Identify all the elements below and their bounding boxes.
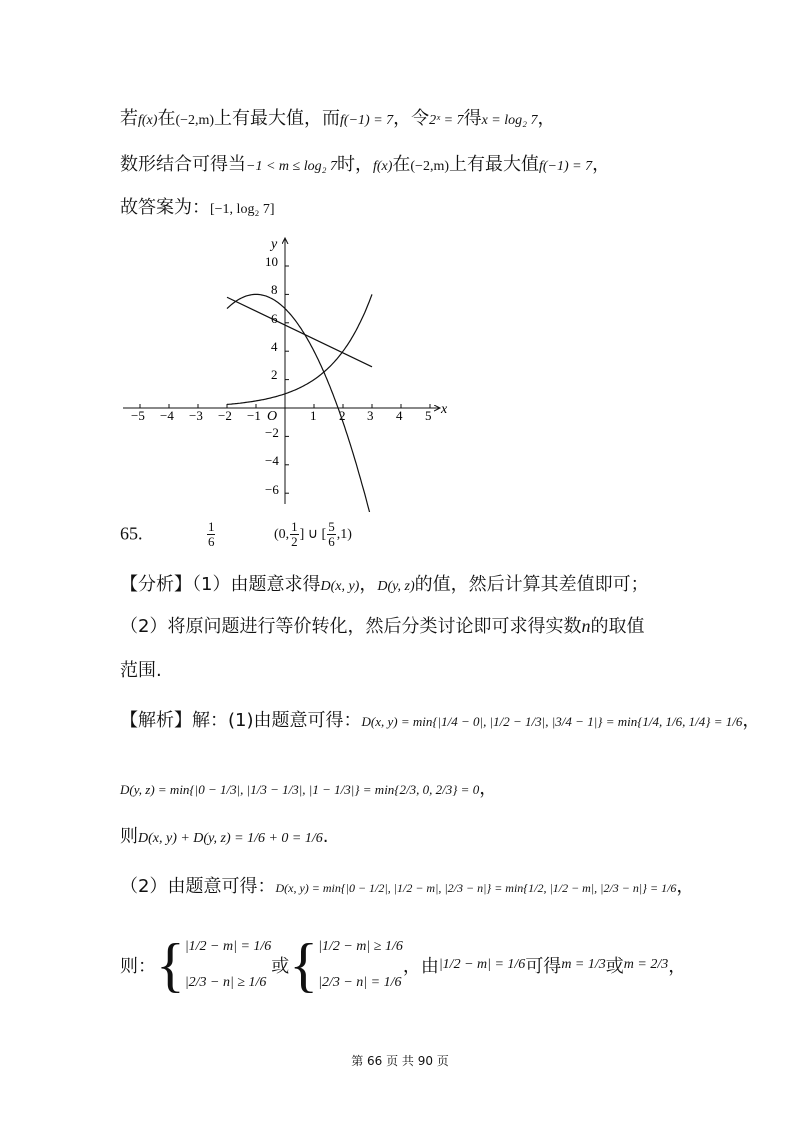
equation: |1/2 − m| = 1/6: [184, 939, 272, 954]
text: （2）由题意可得：: [120, 876, 276, 897]
denominator: 6: [328, 534, 335, 549]
text: ，: [592, 154, 611, 175]
solution-line-2: [120, 774, 497, 800]
y-tick-label: −4: [265, 453, 279, 468]
math: |1/2 − m| = 1/6: [438, 957, 526, 972]
text: 在: [157, 108, 176, 129]
y-axis-label: y: [271, 237, 278, 252]
text: ] ∪ [: [299, 526, 327, 542]
text: 的值，然后计算其差值即可；: [414, 574, 649, 595]
system-b: [318, 929, 403, 1001]
x-tick-label: −4: [160, 408, 174, 423]
brace: {: [289, 932, 319, 998]
analysis-tag: 【分析】: [120, 574, 192, 595]
straight-line: [227, 297, 372, 367]
math-fx: f(x): [372, 159, 393, 174]
text: ，: [668, 956, 687, 977]
text-line-1: [120, 104, 555, 130]
text: ，由: [402, 956, 439, 977]
y-tick-label: 10: [265, 254, 278, 269]
text: 故答案为：: [120, 197, 210, 218]
brace: {: [156, 932, 185, 998]
analysis-line-3: [120, 656, 162, 682]
text: 得: [463, 108, 482, 129]
system-a: [185, 929, 271, 1001]
text: 或: [271, 956, 290, 977]
function-graph: [115, 232, 455, 512]
page-footer: 第 66 页 共 90 页: [351, 1054, 449, 1068]
text: 解：(1)由题意可得：: [192, 710, 362, 731]
math-fx: f(x): [138, 113, 158, 128]
solution-line-4: [120, 872, 694, 898]
question-65: [120, 520, 352, 549]
denominator: 6: [207, 534, 215, 549]
text: 时，: [336, 154, 373, 175]
text: 的取值: [590, 616, 645, 637]
numerator: 5: [328, 519, 335, 534]
text: ,1): [336, 526, 352, 542]
text: 上有最大值: [449, 154, 539, 175]
math-expression: D(x, y) + D(y, z) = 1/6 + 0 = 1/6: [138, 831, 323, 846]
math-eq: f(−1) = 7: [539, 159, 593, 174]
math-eq: f(−1) = 7: [340, 113, 394, 128]
text: （1）由题意求得: [192, 574, 321, 595]
math-inequality: −1 < m ≤ log₂ 7: [246, 159, 337, 174]
numerator: 1: [291, 519, 298, 534]
x-tick-label: −2: [218, 408, 232, 423]
math-interval: (−2,m): [410, 159, 449, 174]
text: .: [322, 826, 329, 847]
text: 或: [605, 956, 624, 977]
solution-line-1: [120, 706, 760, 732]
x-tick-label: 1: [310, 408, 317, 423]
solution-line-5: [120, 925, 686, 1005]
text: 则: [120, 826, 138, 847]
math-solution: x = log₂ 7: [481, 113, 538, 128]
text: （2）将原问题进行等价转化，然后分类讨论即可求得实数: [120, 616, 582, 637]
y-tick-label: 4: [271, 339, 278, 354]
text: ，: [537, 108, 556, 129]
answer-1: [207, 520, 216, 549]
y-tick-labels: [265, 254, 279, 497]
y-tick-label: −2: [265, 425, 279, 440]
text: 上有最大值，而: [214, 108, 341, 129]
origin-label: O: [267, 409, 278, 424]
y-tick-label: 2: [271, 367, 278, 382]
math: D(x, y): [320, 579, 360, 594]
equation: |1/2 − m| ≥ 1/6: [318, 939, 403, 954]
x-tick-label: 4: [396, 408, 403, 423]
y-tick-label: −6: [265, 482, 279, 497]
x-tick-label: 2: [339, 408, 346, 423]
answer-2: [273, 519, 352, 549]
text: 可得: [525, 956, 562, 977]
text: ，令: [393, 108, 430, 129]
x-tick-label: −1: [247, 408, 261, 423]
math-expression: D(x, y) = min{|0 − 1/2|, |1/2 − m|, |2/3 − n|} = min{1/2, |1/2 − m|, |2/3 − n|} = 1/6: [275, 881, 677, 895]
text: 在: [392, 154, 411, 175]
analysis-line-2: [120, 612, 644, 638]
math-expression: D(y, z) = min{|0 − 1/3|, |1/3 − 1/3|, |1 − 1/3|} = min{2/3, 0, 2/3} = 0: [120, 782, 480, 797]
x-tick-label: −5: [131, 408, 145, 423]
x-tick-label: 5: [425, 408, 432, 423]
text: 数形结合可得当: [120, 154, 246, 175]
x-tick-label: −3: [189, 408, 203, 423]
text: 则：: [120, 956, 156, 977]
question-number: 65.: [120, 523, 143, 544]
text-line-3: [120, 193, 275, 219]
solution-tag: 【解析】: [120, 710, 192, 731]
analysis-line-1: [120, 570, 649, 596]
denominator: 2: [291, 534, 298, 549]
x-tick-labels: [131, 408, 432, 423]
math-exp: 2ˣ = 7: [429, 113, 464, 128]
math: n: [581, 616, 591, 636]
math-answer: [−1, log₂ 7]: [210, 202, 275, 217]
x-tick-label: 3: [367, 408, 374, 423]
text: ，: [742, 710, 761, 731]
y-tick-label: 6: [271, 311, 278, 326]
equation: |2/3 − n| = 1/6: [318, 975, 402, 990]
text: ，: [676, 876, 695, 897]
parabola-curve: [227, 294, 373, 512]
solution-line-3: [120, 822, 329, 848]
math-expression: D(x, y) = min{|1/4 − 0|, |1/2 − 1/3|, |3/4 − 1|} = min{1/4, 1/6, 1/4} = 1/6: [361, 714, 743, 729]
math: m = 1/3: [561, 957, 606, 972]
text: ，: [479, 778, 498, 799]
exponential-curve: [227, 294, 372, 404]
x-axis-label: x: [441, 402, 448, 417]
math: D(y, z): [377, 579, 415, 594]
text: 若: [120, 108, 138, 129]
math-interval: (−2,m): [175, 113, 215, 128]
y-tick-label: 8: [271, 282, 278, 297]
text-line-2: [120, 150, 610, 176]
equation: |2/3 − n| ≥ 1/6: [184, 975, 267, 990]
math: m = 2/3: [623, 957, 669, 972]
text: ，: [359, 574, 378, 595]
text: (0,: [273, 526, 290, 542]
text: 范围.: [120, 660, 162, 681]
numerator: 1: [207, 519, 215, 534]
